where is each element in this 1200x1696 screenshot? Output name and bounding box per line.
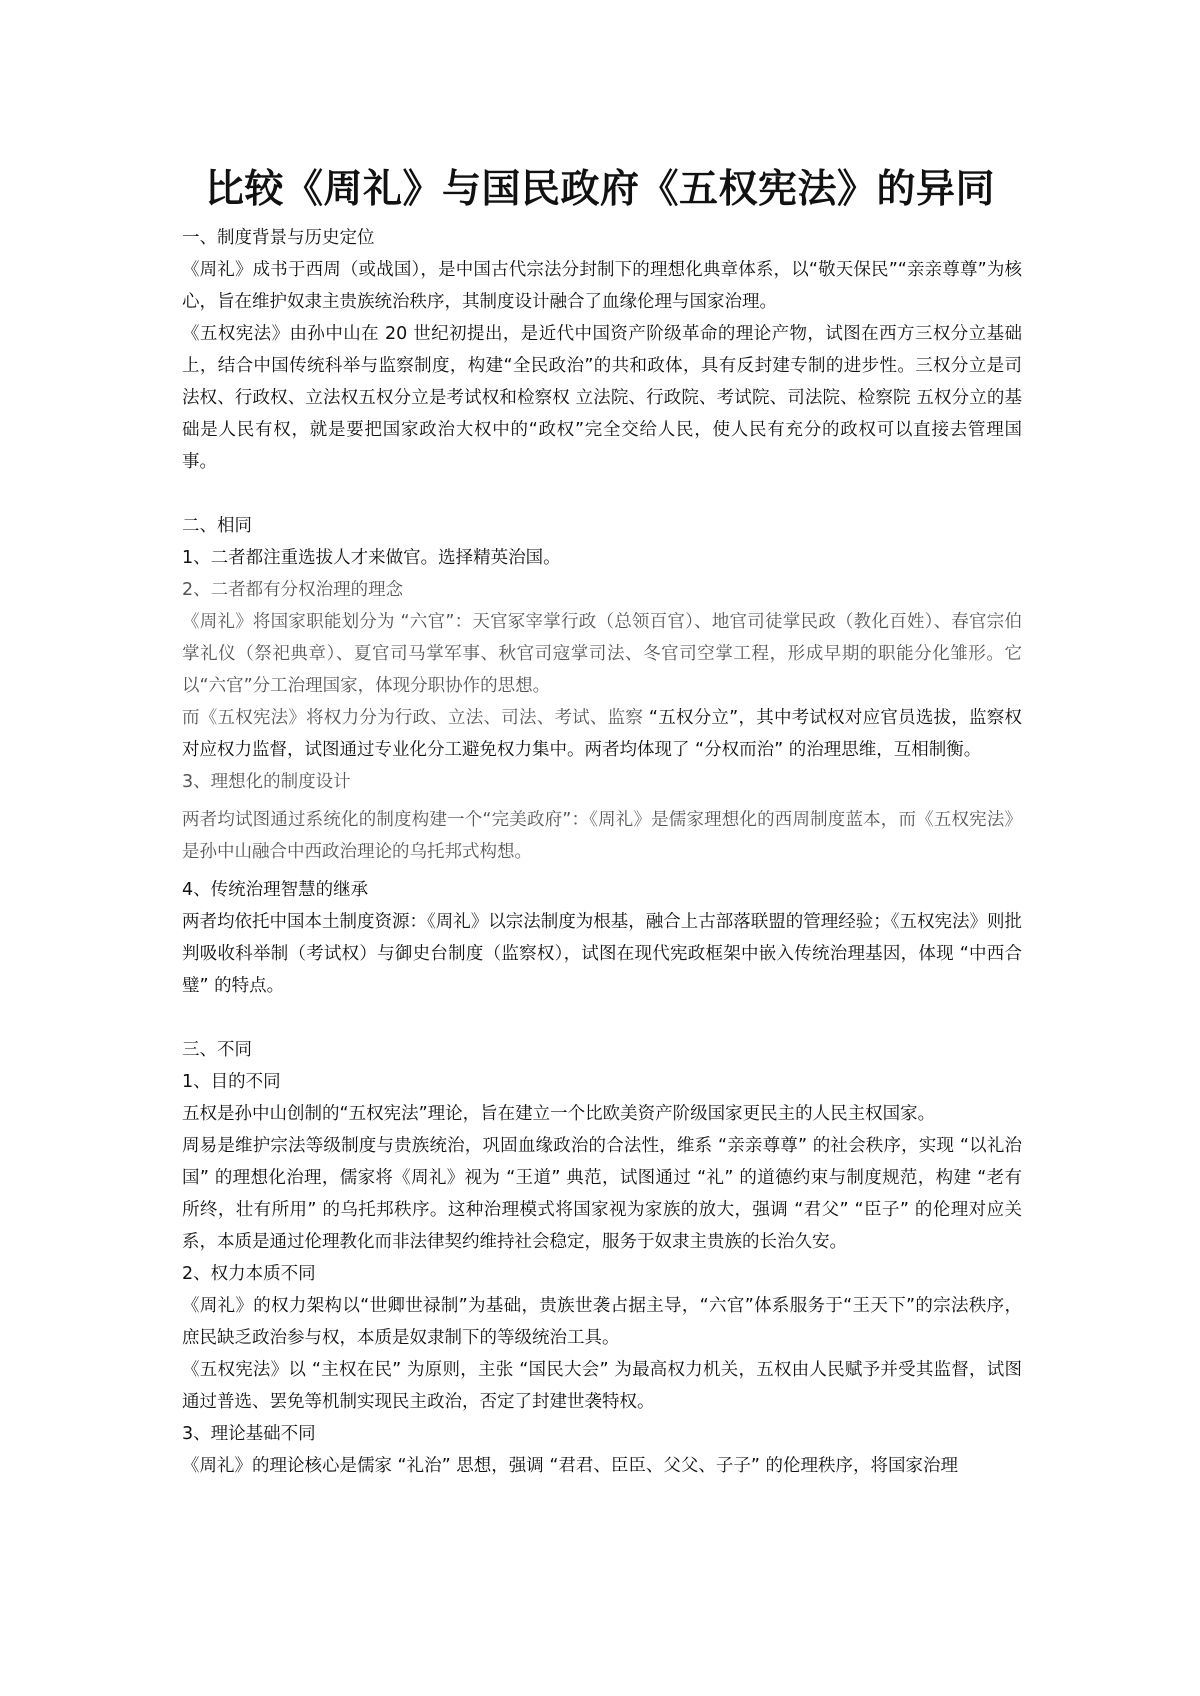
paragraph: 《五权宪法》以 “主权在民” 为原则，主张 “国民大会” 为最高权力机关，五权由人民赋予并受其监督，试图通过普选、罢免等机制实现民主政治，否定了封建世袭特权。 xyxy=(182,1360,1022,1412)
list-item: 1、二者都注重选拔人才来做官。选择精英治国。 xyxy=(182,548,561,568)
section-heading: 二、相同 xyxy=(182,516,252,536)
list-item: 2、权力本质不同 xyxy=(182,1264,316,1284)
paragraph-part: “五权分立”，其中考试权对应官员选拔，监察权对应权力监督，试图通过专业化分工避免权力集中。两者均体现了 “分权而治” 的治理思维，互相制衡。 xyxy=(182,708,1022,760)
list-item: 1、目的不同 xyxy=(182,1072,281,1092)
paragraph: 两者均依托中国本土制度资源：《周礼》以宗法制度为根基，融合上古部落联盟的管理经验；《五权宪法》则批判吸收科举制（考试权）与御史台制度（监察权），试图在现代宪政框架中嵌入传统治理基因，体现 “中西合璧” 的特点。 xyxy=(182,912,1022,996)
paragraph-part: 而《五权宪法》将权力分为行政、立法、司法、考试、监察 xyxy=(182,708,644,728)
paragraph: 两者均试图通过系统化的制度构建一个“完美政府”：《周礼》是儒家理想化的西周制度蓝本，而《五权宪法》是孙中山融合中西政治理论的乌托邦式构想。 xyxy=(182,810,1022,862)
paragraph: 《五权宪法》由孙中山在 20 世纪初提出，是近代中国资产阶级革命的理论产物，试图在西方三权分立基础上，结合中国传统科举与监察制度，构建“全民政治”的共和政体，具有反封建专制的进步性。三权分立是司法权、行政权、立法权五权分立是考试权和检察权 立法院、行政院、考试院、司法院、检察院 五权分立的基础是人民有权，就是要把国家政治大权中的“政权”完全交给人民，使人民有充分的政权可以直接去管理国事。 xyxy=(182,324,1022,472)
list-item: 3、理论基础不同 xyxy=(182,1424,316,1444)
paragraph xyxy=(182,702,1022,766)
list-item: 3、理想化的制度设计 xyxy=(182,772,351,792)
document-title: 比较《周礼》与国民政府《五权宪法》的异同 xyxy=(204,167,995,212)
list-item: 2、二者都有分权治理的理念 xyxy=(182,580,404,600)
paragraph: 《周礼》将国家职能划分为 “六官”：天官冢宰掌行政（总领百官）、地官司徒掌民政（教化百姓）、春官宗伯掌礼仪（祭祀典章）、夏官司马掌军事、秋官司寇掌司法、冬官司空掌工程，形成早期的职能分化雏形。它以“六官”分工治理国家，体现分职协作的思想。 xyxy=(182,612,1022,696)
list-item: 4、传统治理智慧的继承 xyxy=(182,880,369,900)
paragraph: 周易是维护宗法等级制度与贵族统治，巩固血缘政治的合法性，维系 “亲亲尊尊” 的社会秩序，实现 “以礼治国” 的理想化治理，儒家将《周礼》视为 “王道” 典范，试图通过 “礼” 的道德约束与制度规范，构建 “老有所终，壮有所用” 的乌托邦秩序。这种治理模式将国家视为家族的放大，强调 “君父” “臣子” 的伦理对应关系，本质是通过伦理教化而非法律契约维持社会稳定，服务于奴隶主贵族的长治久安。 xyxy=(182,1136,1022,1252)
document-body xyxy=(182,222,1022,1482)
paragraph: 五权是孙中山创制的“五权宪法”理论，旨在建立一个比欧美资产阶级国家更民主的人民主权国家。 xyxy=(182,1104,936,1124)
paragraph: 《周礼》的权力架构以“世卿世禄制”为基础，贵族世袭占据主导，“六官”体系服务于“王天下”的宗法秩序，庶民缺乏政治参与权，本质是奴隶制下的等级统治工具。 xyxy=(182,1296,1022,1348)
paragraph-gap xyxy=(182,1002,1022,1034)
section-heading: 一、制度背景与历史定位 xyxy=(182,228,375,248)
paragraph-gap xyxy=(182,478,1022,510)
section-heading: 三、不同 xyxy=(182,1040,252,1060)
paragraph: 《周礼》的理论核心是儒家 “礼治” 思想，强调 “君君、臣臣、父父、子子” 的伦理秩序，将国家治理 xyxy=(182,1456,959,1476)
paragraph: 《周礼》成书于西周（或战国），是中国古代宗法分封制下的理想化典章体系，以“敬天保民”“亲亲尊尊”为核心，旨在维护奴隶主贵族统治秩序，其制度设计融合了血缘伦理与国家治理。 xyxy=(182,260,1022,312)
